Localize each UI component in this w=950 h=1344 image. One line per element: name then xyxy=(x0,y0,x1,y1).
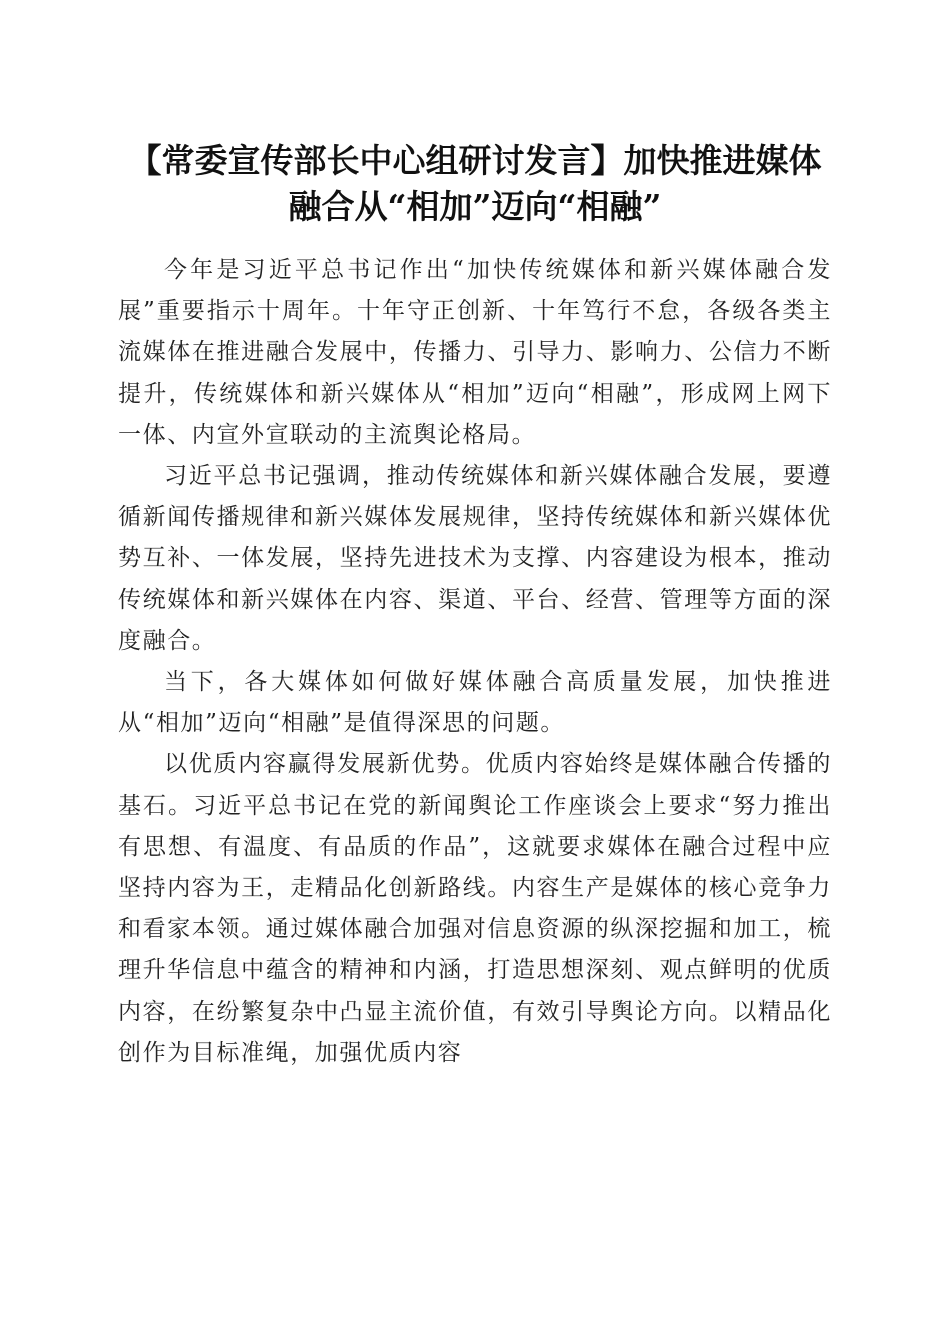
document-body xyxy=(118,250,832,1074)
document-title: 【常委宣传部长中心组研讨发言】加快推进媒体融合从“相加”迈向“相融” xyxy=(128,141,822,226)
paragraph: 以优质内容赢得发展新优势。优质内容始终是媒体融合传播的基石。习近平总书记在党的新闻舆论工作座谈会上要求“努力推出有思想、有温度、有品质的作品”，这就要求媒体在融合过程中应坚持内容为王，走精品化创新路线。内容生产是媒体的核心竞争力和看家本领。通过媒体融合加强对信息资源的纵深挖掘和加工，梳理升华信息中蕴含的精神和内涵，打造思想深刻、观点鲜明的优质内容，在纷繁复杂中凸显主流价值，有效引导舆论方向。以精品化创作为目标准绳，加强优质内容 xyxy=(118,751,832,1066)
paragraph: 今年是习近平总书记作出“加快传统媒体和新兴媒体融合发展”重要指示十周年。十年守正创新、十年笃行不怠，各级各类主流媒体在推进融合发展中，传播力、引导力、影响力、公信力不断提升，传统媒体和新兴媒体从“相加”迈向“相融”，形成网上网下一体、内宣外宣联动的主流舆论格局。 xyxy=(118,257,832,448)
paragraph: 当下，各大媒体如何做好媒体融合高质量发展，加快推进从“相加”迈向“相融”是值得深思的问题。 xyxy=(118,669,832,737)
paragraph: 习近平总书记强调，推动传统媒体和新兴媒体融合发展，要遵循新闻传播规律和新兴媒体发展规律，坚持传统媒体和新兴媒体优势互补、一体发展，坚持先进技术为支撑、内容建设为根本，推动传统媒体和新兴媒体在内容、渠道、平台、经营、管理等方面的深度融合。 xyxy=(118,463,832,654)
